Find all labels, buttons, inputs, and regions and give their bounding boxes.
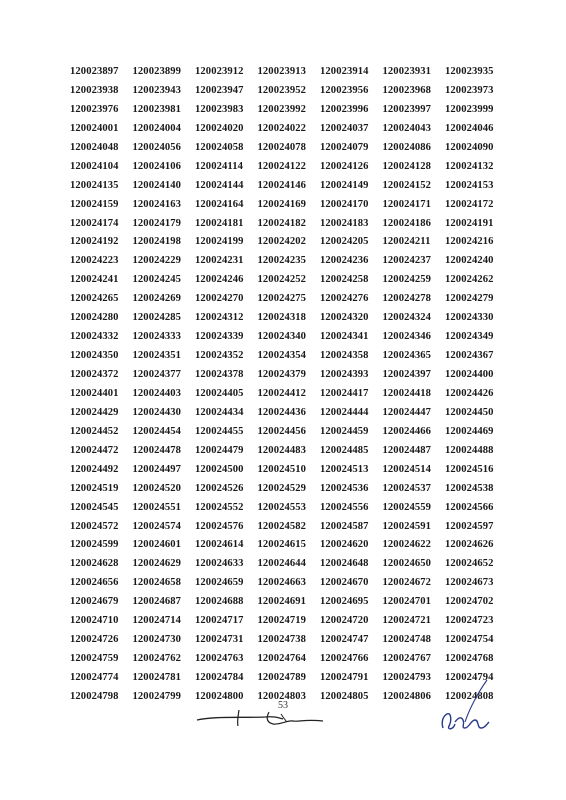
roll-number-cell: 120024351 — [132, 350, 182, 362]
roll-number-cell: 120024587 — [320, 520, 369, 532]
roll-number-cell: 120023931 — [382, 66, 432, 77]
roll-number-cell: 120024104 — [70, 160, 119, 172]
roll-number-cell: 120024644 — [257, 558, 307, 570]
roll-number-cell: 120023999 — [445, 103, 494, 115]
roll-number-cell: 120024046 — [445, 122, 494, 134]
roll-number-cell: 120024114 — [195, 160, 243, 172]
roll-number-cell: 120024537 — [382, 482, 432, 494]
roll-number-cell: 120024318 — [257, 312, 307, 324]
roll-number-cell: 120024403 — [132, 387, 182, 399]
roll-number-cell: 120024553 — [257, 501, 307, 513]
roll-number-cell: 120024444 — [320, 406, 369, 418]
roll-number-cell: 120024278 — [382, 293, 432, 305]
roll-number-cell: 120024275 — [257, 293, 307, 305]
roll-number-cell: 120024670 — [320, 577, 369, 589]
roll-number-cell: 120024245 — [132, 274, 182, 286]
roll-number-cell: 120024483 — [257, 444, 307, 456]
roll-number-cell: 120024426 — [445, 387, 494, 399]
roll-number-cell: 120024710 — [70, 615, 119, 627]
roll-number-cell: 120024754 — [445, 634, 494, 646]
roll-number-cell: 120023947 — [195, 84, 244, 96]
roll-number-cell: 120024793 — [382, 672, 432, 683]
roll-number-cell: 120024747 — [320, 634, 369, 646]
roll-number-cell: 120024492 — [70, 463, 119, 475]
roll-number-cell: 120024412 — [257, 387, 307, 399]
roll-number-cell: 120024152 — [382, 179, 432, 191]
roll-number-cell: 120024312 — [195, 312, 244, 324]
roll-number-cell: 120024659 — [195, 577, 244, 589]
roll-number-cell: 120024280 — [70, 312, 119, 324]
roll-number-cell: 120024526 — [195, 482, 244, 494]
roll-number-cell: 120024349 — [445, 331, 494, 343]
roll-number-cell: 120024597 — [445, 520, 494, 532]
roll-number-cell: 120024798 — [70, 690, 119, 702]
roll-number-cell: 120024615 — [257, 539, 307, 551]
roll-number-cell: 120024767 — [382, 653, 432, 665]
roll-number-cell: 120024346 — [382, 331, 432, 343]
roll-number-cell: 120024688 — [195, 596, 244, 608]
roll-number-cell: 120024599 — [70, 539, 119, 551]
roll-number-cell: 120024485 — [320, 444, 369, 456]
roll-number-cell: 120024781 — [132, 672, 182, 683]
roll-number-cell: 120024350 — [70, 350, 119, 362]
roll-number-cell: 120024730 — [132, 634, 182, 646]
roll-number-cell: 120023973 — [445, 84, 494, 96]
roll-number-cell: 120023899 — [132, 66, 182, 77]
roll-number-cell: 120024591 — [382, 520, 432, 532]
roll-number-cell: 120024650 — [382, 558, 432, 570]
roll-number-cell: 120024405 — [195, 387, 244, 399]
roll-number-cell: 120024001 — [70, 122, 119, 134]
roll-number-cell: 120024086 — [382, 141, 432, 153]
roll-number-cell: 120024236 — [320, 255, 369, 267]
roll-number-cell: 120024352 — [195, 350, 244, 362]
roll-number-cell: 120024320 — [320, 312, 369, 324]
roll-number-cell: 120024258 — [320, 274, 369, 286]
roll-number-cell: 120024170 — [320, 198, 369, 210]
roll-number-cell: 120024172 — [445, 198, 494, 210]
roll-number-cell: 120023956 — [320, 84, 369, 96]
roll-number-cell: 120024126 — [320, 160, 369, 172]
roll-number-cell: 120024128 — [382, 160, 432, 172]
roll-number-cell: 120024764 — [257, 653, 307, 665]
roll-number-cell: 120024397 — [382, 369, 432, 380]
roll-number-cell: 120024401 — [70, 387, 119, 399]
roll-number-cell: 120024762 — [132, 653, 182, 665]
roll-number-cell: 120024500 — [195, 463, 244, 475]
roll-number-cell: 120024240 — [445, 255, 494, 267]
roll-number-cell: 120024456 — [257, 425, 307, 437]
roll-number-cell: 120024270 — [195, 293, 244, 305]
roll-number-cell: 120024691 — [257, 596, 307, 608]
roll-number-cell: 120024455 — [195, 425, 244, 437]
roll-number-cell: 120024738 — [257, 634, 307, 646]
roll-number-cell: 120024759 — [70, 653, 119, 665]
roll-number-cell: 120023943 — [132, 84, 182, 96]
roll-number-cell: 120024679 — [70, 596, 119, 608]
roll-number-cell: 120024629 — [132, 558, 182, 570]
roll-number-cell: 120023913 — [257, 66, 307, 77]
roll-number-cell: 120024022 — [257, 122, 307, 134]
roll-number-cell: 120024479 — [195, 444, 244, 456]
roll-number-cell: 120024182 — [257, 217, 307, 229]
roll-number-cell: 120024714 — [132, 615, 182, 627]
roll-number-cell: 120024379 — [257, 369, 307, 380]
roll-number-cell: 120024454 — [132, 425, 182, 437]
roll-number-cell: 120024079 — [320, 141, 369, 153]
roll-number-cell: 120024472 — [70, 444, 119, 456]
roll-number-cell: 120024582 — [257, 520, 307, 532]
roll-number-cell: 120024265 — [70, 293, 119, 305]
roll-number-cell: 120024358 — [320, 350, 369, 362]
roll-number-cell: 120024516 — [445, 463, 494, 475]
roll-number-cell: 120024513 — [320, 463, 369, 475]
roll-number-cell: 120024164 — [195, 198, 244, 210]
roll-number-cell: 120024043 — [382, 122, 432, 134]
roll-number-cell: 120024794 — [445, 672, 494, 683]
roll-number-cell: 120024037 — [320, 122, 369, 134]
roll-number-cell: 120024365 — [382, 350, 432, 362]
roll-number-cell: 120024719 — [257, 615, 307, 627]
roll-number-cell: 120024552 — [195, 501, 244, 513]
roll-number-cell: 120024538 — [445, 482, 494, 494]
roll-number-cell: 120024229 — [132, 255, 182, 267]
roll-number-cell: 120024171 — [382, 198, 432, 210]
roll-number-cell: 120024701 — [382, 596, 432, 608]
roll-number-cell: 120024695 — [320, 596, 369, 608]
roll-number-cell: 120024078 — [257, 141, 307, 153]
roll-number-cell: 120024450 — [445, 406, 494, 418]
roll-number-cell: 120024400 — [445, 369, 494, 380]
roll-number-cell: 120024566 — [445, 501, 494, 513]
roll-number-cell: 120024132 — [445, 160, 494, 172]
roll-number-cell: 120024241 — [70, 274, 119, 286]
roll-number-cell: 120024146 — [257, 179, 307, 191]
roll-number-cell: 120024183 — [320, 217, 369, 229]
roll-number-cell: 120023976 — [70, 103, 119, 115]
roll-number-cell: 120024519 — [70, 482, 119, 494]
roll-number-cell: 120024488 — [445, 444, 494, 456]
roll-number-cell: 120024367 — [445, 350, 494, 362]
roll-number-cell: 120024252 — [257, 274, 307, 286]
roll-number-cell: 120024341 — [320, 331, 369, 343]
roll-number-cell: 120024559 — [382, 501, 432, 513]
roll-number-cell: 120024340 — [257, 331, 307, 343]
roll-number-cell: 120024652 — [445, 558, 494, 570]
roll-number-cell: 120024174 — [70, 217, 119, 229]
roll-number-cell: 120023968 — [382, 84, 432, 96]
roll-number-cell: 120024279 — [445, 293, 494, 305]
roll-number-cell: 120024574 — [132, 520, 182, 532]
roll-number-cell: 120024614 — [195, 539, 244, 551]
roll-number-cell: 120024673 — [445, 577, 494, 589]
roll-number-cell: 120024223 — [70, 255, 119, 267]
roll-number-cell: 120024601 — [132, 539, 182, 551]
roll-number-cell: 120024276 — [320, 293, 369, 305]
signature-left — [195, 706, 330, 730]
roll-number-cell: 120024354 — [257, 350, 307, 362]
roll-number-cell: 120024763 — [195, 653, 244, 665]
roll-number-cell: 120024805 — [320, 690, 369, 702]
roll-number-cell: 120024806 — [382, 690, 432, 702]
roll-number-cell: 120024789 — [257, 672, 307, 683]
roll-number-cell: 120024429 — [70, 406, 119, 418]
roll-number-cell: 120024090 — [445, 141, 494, 153]
roll-number-cell: 120024551 — [132, 501, 182, 513]
roll-number-cell: 120024259 — [382, 274, 432, 286]
roll-number-cell: 120024497 — [132, 463, 182, 475]
roll-number-cell: 120024231 — [195, 255, 244, 267]
roll-number-cell: 120024784 — [195, 672, 244, 683]
roll-number-cell: 120023938 — [70, 84, 119, 96]
roll-number-cell: 120024791 — [320, 672, 369, 683]
roll-number-cell: 120024163 — [132, 198, 182, 210]
roll-number-cell: 120024417 — [320, 387, 369, 399]
roll-number-cell: 120024211 — [382, 236, 431, 248]
roll-number-cell: 120024192 — [70, 236, 119, 248]
roll-number-cell: 120024633 — [195, 558, 244, 570]
roll-number-cell: 120024536 — [320, 482, 369, 494]
roll-number-cell: 120024469 — [445, 425, 494, 437]
roll-number-cell: 120024333 — [132, 331, 182, 343]
roll-number-cell: 120024799 — [132, 690, 182, 702]
roll-number-cell: 120023914 — [320, 66, 369, 77]
roll-number-cell: 120024324 — [382, 312, 432, 324]
roll-number-cell: 120024672 — [382, 577, 432, 589]
roll-number-cell: 120024447 — [382, 406, 432, 418]
roll-number-cell: 120024135 — [70, 179, 119, 191]
roll-number-cell: 120024169 — [257, 198, 307, 210]
roll-number-cell: 120024048 — [70, 141, 119, 153]
roll-number-cell: 120024198 — [132, 236, 182, 248]
roll-number-cell: 120024721 — [382, 615, 432, 627]
roll-number-cell: 120023996 — [320, 103, 369, 115]
roll-number-cell: 120024576 — [195, 520, 244, 532]
roll-number-cell: 120024430 — [132, 406, 182, 418]
roll-number-cell: 120024803 — [257, 690, 307, 702]
roll-number-cell: 120023997 — [382, 103, 432, 115]
roll-number-cell: 120024687 — [132, 596, 182, 608]
roll-number-cell: 120024246 — [195, 274, 244, 286]
roll-number-cell: 120024181 — [195, 217, 244, 229]
roll-number-cell: 120024702 — [445, 596, 494, 608]
roll-number-cell: 120024556 — [320, 501, 369, 513]
roll-number-cell: 120024332 — [70, 331, 119, 343]
roll-number-cell: 120024768 — [445, 653, 494, 665]
roll-number-cell: 120024510 — [257, 463, 307, 475]
roll-number-cell: 120024262 — [445, 274, 494, 286]
roll-number-cell: 120024372 — [70, 369, 119, 380]
roll-number-cell: 120024800 — [195, 690, 244, 702]
roll-number-cell: 120024191 — [445, 217, 494, 229]
roll-number-cell: 120024216 — [445, 236, 494, 248]
roll-number-cell: 120024058 — [195, 141, 244, 153]
roll-number-cell: 120024658 — [132, 577, 182, 589]
roll-number-cell: 120024393 — [320, 369, 369, 380]
roll-number-cell: 120024717 — [195, 615, 244, 627]
roll-number-cell: 120024020 — [195, 122, 244, 134]
roll-number-cell: 120024159 — [70, 198, 119, 210]
roll-number-cell: 120023897 — [70, 66, 119, 77]
roll-number-cell: 120024202 — [257, 236, 307, 248]
page-number: 53 — [278, 700, 288, 711]
roll-number-cell: 120024140 — [132, 179, 182, 191]
roll-number-cell: 120024330 — [445, 312, 494, 324]
roll-number-cell: 120024106 — [132, 160, 182, 172]
roll-number-cell: 120024144 — [195, 179, 244, 191]
roll-number-table — [70, 63, 508, 707]
signature-right — [425, 676, 495, 736]
roll-number-cell: 120024723 — [445, 615, 494, 627]
roll-number-cell: 120023981 — [132, 103, 182, 115]
roll-number-cell: 120024459 — [320, 425, 369, 437]
roll-number-cell: 120024656 — [70, 577, 119, 589]
roll-number-cell: 120024720 — [320, 615, 369, 627]
roll-number-cell: 120024514 — [382, 463, 432, 475]
roll-number-cell: 120024237 — [382, 255, 432, 267]
roll-number-cell: 120024269 — [132, 293, 182, 305]
roll-number-cell: 120023952 — [257, 84, 307, 96]
roll-number-cell: 120023992 — [257, 103, 307, 115]
roll-number-cell: 120024487 — [382, 444, 432, 456]
roll-number-cell: 120024648 — [320, 558, 369, 570]
roll-number-cell: 120024774 — [70, 672, 119, 683]
roll-number-cell: 120024179 — [132, 217, 182, 229]
roll-number-cell: 120023935 — [445, 66, 494, 77]
roll-number-cell: 120024004 — [132, 122, 182, 134]
roll-number-cell: 120024808 — [445, 690, 494, 702]
roll-number-cell: 120024626 — [445, 539, 494, 551]
roll-number-cell: 120024153 — [445, 179, 494, 191]
roll-number-cell: 120023912 — [195, 66, 244, 77]
roll-number-cell: 120024748 — [382, 634, 432, 646]
roll-number-cell: 120024285 — [132, 312, 182, 324]
roll-number-cell: 120024620 — [320, 539, 369, 551]
roll-number-cell: 120024205 — [320, 236, 369, 248]
roll-number-cell: 120024478 — [132, 444, 182, 456]
roll-number-cell: 120024529 — [257, 482, 307, 494]
roll-number-cell: 120024466 — [382, 425, 432, 437]
roll-number-cell: 120024622 — [382, 539, 432, 551]
roll-number-cell: 120024418 — [382, 387, 432, 399]
roll-number-cell: 120024545 — [70, 501, 119, 513]
roll-number-cell: 120024339 — [195, 331, 244, 343]
roll-number-cell: 120024628 — [70, 558, 119, 570]
roll-number-cell: 120024378 — [195, 369, 244, 380]
roll-number-cell: 120024377 — [132, 369, 182, 380]
roll-number-cell: 120024186 — [382, 217, 432, 229]
roll-number-cell: 120024520 — [132, 482, 182, 494]
roll-number-cell: 120024663 — [257, 577, 307, 589]
roll-number-cell: 120024572 — [70, 520, 119, 532]
roll-number-cell: 120024149 — [320, 179, 369, 191]
roll-number-cell: 120024235 — [257, 255, 307, 267]
roll-number-cell: 120024434 — [195, 406, 244, 418]
roll-number-cell: 120024726 — [70, 634, 119, 646]
roll-number-cell: 120024766 — [320, 653, 369, 665]
roll-number-cell: 120024199 — [195, 236, 244, 248]
roll-number-cell: 120024452 — [70, 425, 119, 437]
roll-number-cell: 120024056 — [132, 141, 182, 153]
roll-number-cell: 120024122 — [257, 160, 307, 172]
roll-number-cell: 120024731 — [195, 634, 244, 646]
roll-number-cell: 120023983 — [195, 103, 244, 115]
roll-number-cell: 120024436 — [257, 406, 307, 418]
